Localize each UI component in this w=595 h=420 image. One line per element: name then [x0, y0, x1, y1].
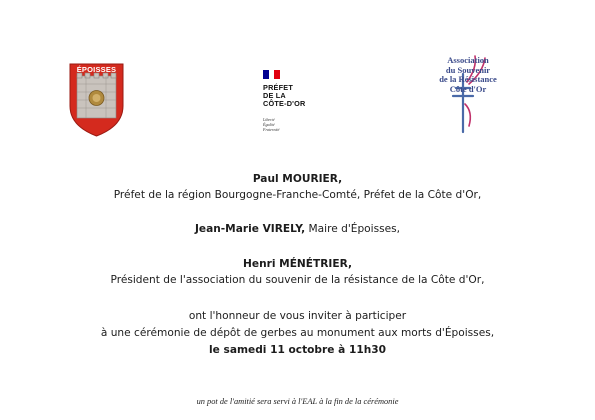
person2-title: Maire d'Époisses, — [305, 223, 401, 235]
person3-title: Président de l'association du souvenir de la résistance de la Côte d'Or, — [110, 274, 485, 286]
ceremony-date: le samedi 11 octobre à 11h30 — [209, 344, 386, 356]
association-souvenir-resistance-logo — [425, 52, 515, 134]
association-logo-line-1: Association — [447, 55, 489, 65]
person3-name: Henri MÉNÉTRIER, — [243, 258, 352, 270]
association-logo-line-4: Côte d'Or — [449, 83, 487, 94]
invitation-line-2: à une cérémonie de dépôt de gerbes au monument aux morts d'Époisses, — [100, 327, 495, 339]
french-flag-icon — [263, 70, 280, 79]
motto-fraternite: Fraternité — [263, 127, 280, 132]
person2-name: Jean-Marie VIRELY, — [194, 223, 306, 235]
association-logo-line-3: de la Résistance — [439, 74, 497, 84]
person2-line — [0, 223, 595, 235]
prefet-logo-line-2: DE LA — [263, 91, 286, 101]
invitation-line-1: ont l'honneur de vous inviter à participer — [188, 310, 407, 322]
motto-liberte: Liberté — [263, 117, 275, 122]
person1-name: Paul MOURIER, — [252, 173, 343, 185]
footer-note: un pot de l'amitié sera servi à l'EAL à la fin de la cérémonie — [196, 397, 399, 406]
prefet-logo-line-3: CÔTE-D'OR — [263, 99, 306, 109]
prefet-logo-line-1: PRÉFET — [263, 83, 293, 92]
epoisses-coat-of-arms-logo — [68, 62, 125, 138]
epoisses-logo-title: ÉPOISSES — [76, 65, 117, 74]
association-logo-line-2: du Souvenir — [445, 64, 491, 75]
person1-title: Préfet de la région Bourgogne-Franche-Comté, Préfet de la Côte d'Or, — [113, 189, 482, 201]
motto-egalite: Égalité — [263, 122, 275, 127]
prefet-cote-dor-logo — [258, 66, 326, 140]
